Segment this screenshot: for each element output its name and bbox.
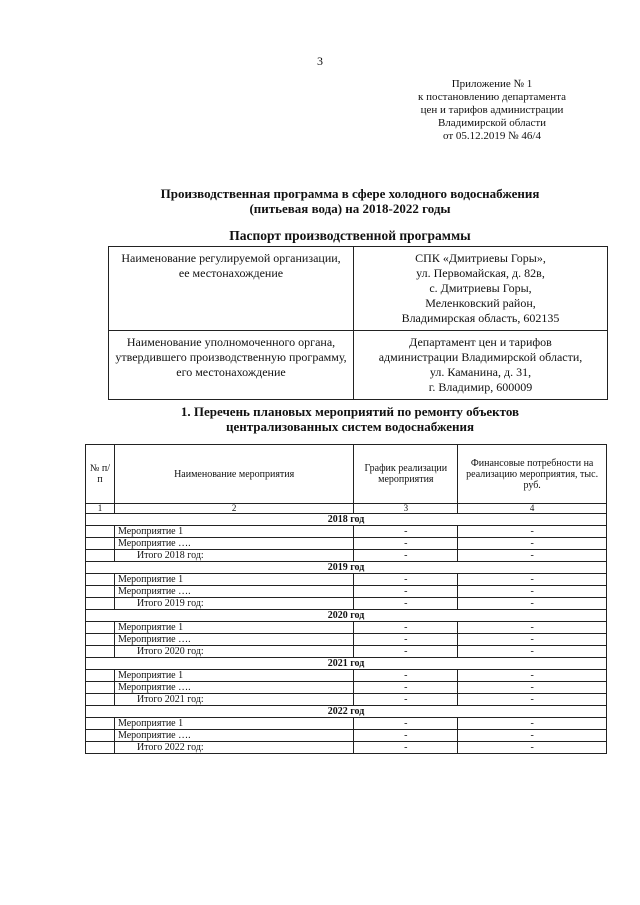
column-number: 2: [114, 504, 353, 514]
event-schedule: -: [354, 646, 458, 658]
appendix-note: [392, 78, 592, 143]
event-row: [86, 694, 607, 706]
event-name: Мероприятие ….: [114, 586, 353, 598]
header-name: Наименование мероприятия: [114, 445, 353, 504]
event-num: [86, 622, 115, 634]
event-num: [86, 550, 115, 562]
event-name: Итого 2018 год:: [114, 550, 353, 562]
column-number: 1: [86, 504, 115, 514]
event-name: Мероприятие ….: [114, 538, 353, 550]
event-finance: -: [458, 550, 607, 562]
event-name: Мероприятие ….: [114, 682, 353, 694]
passport-value-line: Департамент цен и тарифов: [409, 335, 552, 349]
appendix-line: цен и тарифов администрации: [420, 104, 564, 116]
passport-table: [108, 246, 608, 400]
passport-value-line: Меленковский район,: [425, 296, 536, 310]
event-schedule: -: [354, 622, 458, 634]
passport-value-line: СПК «Дмитриевы Горы»,: [415, 251, 546, 265]
event-finance: -: [458, 586, 607, 598]
event-row: [86, 598, 607, 610]
event-row: [86, 634, 607, 646]
column-numbers-row: [86, 504, 607, 514]
event-name: Мероприятие ….: [114, 730, 353, 742]
column-number: 4: [458, 504, 607, 514]
section-title-line: централизованных систем водоснабжения: [225, 419, 475, 434]
event-finance: -: [458, 742, 607, 754]
passport-row: [109, 331, 608, 400]
passport-value: [354, 331, 608, 400]
section-1-title: [60, 404, 640, 434]
event-num: [86, 646, 115, 658]
event-row: [86, 550, 607, 562]
appendix-line: Приложение № 1: [451, 78, 533, 90]
event-finance: -: [458, 574, 607, 586]
page-number: 3: [317, 54, 323, 68]
event-row: [86, 730, 607, 742]
event-schedule: -: [354, 694, 458, 706]
event-schedule: -: [354, 586, 458, 598]
events-body: [86, 514, 607, 754]
event-name: Итого 2020 год:: [114, 646, 353, 658]
document-title: [60, 186, 640, 216]
event-schedule: -: [354, 742, 458, 754]
year-row: [86, 658, 607, 670]
passport-value-line: ул. Каманина, д. 31,: [429, 365, 532, 379]
event-finance: -: [458, 622, 607, 634]
event-name: Мероприятие 1: [114, 718, 353, 730]
event-finance: -: [458, 694, 607, 706]
event-num: [86, 538, 115, 550]
year-row: [86, 706, 607, 718]
event-schedule: -: [354, 670, 458, 682]
event-name: Мероприятие 1: [114, 670, 353, 682]
event-row: [86, 718, 607, 730]
event-num: [86, 574, 115, 586]
event-row: [86, 682, 607, 694]
event-row: [86, 670, 607, 682]
event-row: [86, 646, 607, 658]
event-finance: -: [458, 682, 607, 694]
event-finance: -: [458, 598, 607, 610]
event-num: [86, 634, 115, 646]
passport-value-line: г. Владимир, 600009: [428, 380, 533, 394]
event-finance: -: [458, 670, 607, 682]
title-line: (питьевая вода) на 2018-2022 годы: [249, 201, 451, 216]
event-schedule: -: [354, 718, 458, 730]
passport-row: [109, 247, 608, 331]
event-name: Мероприятие 1: [114, 574, 353, 586]
event-name: Итого 2021 год:: [114, 694, 353, 706]
year-row: [86, 610, 607, 622]
passport-label: Наименование регулируемой организации, ее местонахождение: [109, 247, 354, 331]
event-name: Итого 2022 год:: [114, 742, 353, 754]
year-row: [86, 562, 607, 574]
event-name: Мероприятие ….: [114, 634, 353, 646]
appendix-line: к постановлению департамента: [418, 91, 566, 103]
event-finance: -: [458, 646, 607, 658]
appendix-line: от 05.12.2019 № 46/4: [443, 130, 541, 142]
header-num: № п/п: [86, 445, 115, 504]
event-row: [86, 526, 607, 538]
event-schedule: -: [354, 550, 458, 562]
passport-value-line: с. Дмитриевы Горы,: [429, 281, 532, 295]
event-row: [86, 622, 607, 634]
event-finance: -: [458, 526, 607, 538]
event-schedule: -: [354, 634, 458, 646]
section-title-line: 1. Перечень плановых мероприятий по ремонту объектов: [180, 404, 520, 419]
events-table: [85, 444, 607, 754]
passport-title: Паспорт производственной программы: [229, 228, 471, 243]
event-schedule: -: [354, 682, 458, 694]
event-finance: -: [458, 718, 607, 730]
year-label: 2020 год: [86, 610, 607, 622]
year-label: 2021 год: [86, 658, 607, 670]
column-number: 3: [354, 504, 458, 514]
appendix-line: Владимирской области: [437, 117, 547, 129]
event-name: Мероприятие 1: [114, 622, 353, 634]
event-num: [86, 598, 115, 610]
passport-label: Наименование уполномоченного органа, утвердившего производственную программу, его местонахождение: [109, 331, 354, 400]
event-schedule: -: [354, 598, 458, 610]
event-row: [86, 586, 607, 598]
event-finance: -: [458, 730, 607, 742]
event-num: [86, 694, 115, 706]
event-num: [86, 586, 115, 598]
event-num: [86, 526, 115, 538]
event-schedule: -: [354, 526, 458, 538]
event-finance: -: [458, 634, 607, 646]
event-schedule: -: [354, 574, 458, 586]
event-schedule: -: [354, 538, 458, 550]
event-num: [86, 682, 115, 694]
passport-value-line: ул. Первомайская, д. 82в,: [416, 266, 545, 280]
event-name: Мероприятие 1: [114, 526, 353, 538]
event-name: Итого 2019 год:: [114, 598, 353, 610]
year-row: [86, 514, 607, 526]
year-label: 2018 год: [86, 514, 607, 526]
event-num: [86, 730, 115, 742]
event-schedule: -: [354, 730, 458, 742]
event-row: [86, 742, 607, 754]
event-row: [86, 538, 607, 550]
passport-value: [354, 247, 608, 331]
year-label: 2022 год: [86, 706, 607, 718]
event-finance: -: [458, 538, 607, 550]
title-line: Производственная программа в сфере холодного водоснабжения: [160, 186, 540, 201]
header-schedule: График реализации мероприятия: [354, 445, 458, 504]
events-header-row: [86, 445, 607, 504]
event-row: [86, 574, 607, 586]
event-num: [86, 742, 115, 754]
year-label: 2019 год: [86, 562, 607, 574]
event-num: [86, 670, 115, 682]
header-finance: Финансовые потребности на реализацию мероприятия, тыс. руб.: [458, 445, 607, 504]
passport-value-line: администрации Владимирской области,: [378, 350, 583, 364]
passport-value-line: Владимирская область, 602135: [401, 311, 560, 325]
event-num: [86, 718, 115, 730]
